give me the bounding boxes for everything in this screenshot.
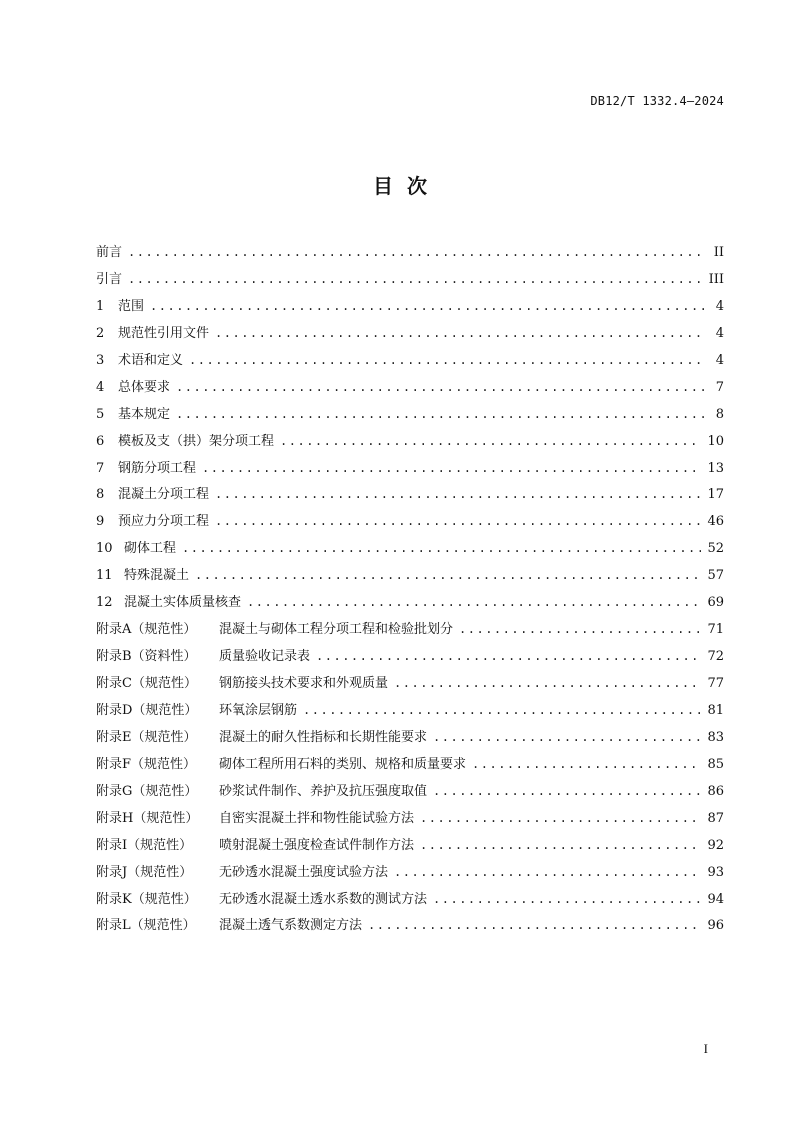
dot-leader [433,784,701,798]
toc-page-number: 77 [707,676,724,691]
dot-leader [433,730,701,744]
dot-leader [420,811,701,825]
dot-leader [150,299,706,313]
toc-entry[interactable] [96,807,724,834]
dot-leader [189,353,706,367]
page-title: 目 次 [373,174,427,198]
toc-appendix-id: 附录E（规范性） [96,729,197,745]
toc-appendix-id: 附录I（规范性） [96,837,193,853]
dot-leader [215,514,701,528]
dot-leader [176,380,706,394]
dot-leader [394,865,701,879]
toc-entry-title: 术语和定义 [118,352,184,368]
toc-entry-label [96,672,388,691]
toc-page-number: 52 [707,541,724,557]
toc-entry[interactable] [96,349,724,376]
toc-entry[interactable] [96,914,724,941]
toc-entry-label [96,780,427,799]
toc-section-number: 5 [96,406,105,422]
toc-entry-label [96,699,297,718]
toc-entry-title: 基本规定 [118,406,171,422]
toc-entry-title: 混凝土分项工程 [118,487,210,503]
toc-page-number: 4 [715,325,724,341]
toc-page-number: 10 [707,433,724,449]
toc-page-number: 86 [707,783,724,799]
toc-entry-title: 钢筋接头技术要求和外观质量 [219,676,389,691]
toc-entry[interactable] [96,726,724,753]
toc-entry[interactable] [96,295,724,322]
toc-appendix-id: 附录G（规范性） [96,783,198,799]
toc-appendix-id: 附录L（规范性） [96,918,196,934]
toc-entry-label [96,268,122,287]
toc-page-number: III [708,271,724,287]
toc-appendix-id: 附录A（规范性） [96,622,197,638]
toc-entry[interactable] [96,861,724,888]
document-code: DB12/T 1332.4—2024 [590,94,724,108]
toc-entry-title: 砌体工程 [124,541,177,557]
toc-entry-label [96,241,122,260]
toc-entry[interactable] [96,510,724,537]
toc-entry-label [96,914,362,933]
toc-entry-title: 预应力分项工程 [118,514,210,530]
dot-leader [247,595,701,609]
toc-entry[interactable] [96,322,724,349]
dot-leader [215,326,706,340]
dot-leader [195,568,701,582]
toc-section-number: 7 [96,460,105,476]
dot-leader [182,541,701,555]
toc-page-number: 8 [715,406,724,422]
toc-section-number: 2 [96,325,105,341]
toc-page-number: 92 [707,837,724,853]
dot-leader [128,272,703,286]
toc-page-number: 81 [707,702,724,718]
toc-entry[interactable] [96,591,724,618]
table-of-contents [96,241,724,941]
toc-entry-title: 前言 [96,245,123,260]
toc-entry-title: 总体要求 [118,379,171,395]
dot-leader [303,703,701,717]
dot-leader [215,487,701,501]
toc-entry-title: 喷射混凝土强度检查试件制作方法 [219,837,415,853]
dot-leader [472,757,701,771]
toc-entry[interactable] [96,672,724,699]
toc-page-number: 83 [707,729,724,745]
toc-page-number: 87 [707,810,724,826]
toc-section-number: 6 [96,433,105,449]
toc-entry-label [96,510,209,529]
toc-page-number: 72 [707,649,724,665]
toc-entry[interactable] [96,618,724,645]
toc-page-number: 85 [707,756,724,772]
toc-entry-title: 引言 [96,271,123,287]
toc-section-number: 10 [96,541,113,557]
dot-leader [433,892,701,906]
toc-entry-label [96,349,183,368]
toc-appendix-id: 附录C（规范性） [96,676,197,691]
toc-entry[interactable] [96,268,724,295]
toc-entry-label [96,618,453,637]
toc-entry-label [96,861,388,880]
toc-page-number: 93 [707,864,724,880]
toc-entry[interactable] [96,376,724,403]
dot-leader [176,407,706,421]
toc-entry-title: 范围 [118,298,145,314]
toc-entry-title: 质量验收记录表 [219,649,311,665]
toc-entry-title: 自密实混凝土拌和物性能试验方法 [219,810,415,826]
toc-entry[interactable] [96,403,724,430]
toc-page-number: 4 [715,352,724,368]
toc-entry-title: 无砂透水混凝土透水系数的测试方法 [219,891,428,907]
toc-entry[interactable] [96,888,724,915]
toc-section-number: 1 [96,298,105,314]
toc-entry-title: 砌体工程所用石料的类别、规格和质量要求 [219,756,467,772]
toc-entry-label [96,591,241,610]
toc-entry-label [96,457,196,476]
dot-leader [128,245,706,259]
toc-appendix-id: 附录J（规范性） [96,864,193,880]
toc-entry-label [96,753,466,772]
dot-leader [368,918,701,932]
toc-entry-title: 特殊混凝土 [124,568,190,584]
toc-entry-label [96,834,414,853]
toc-appendix-id: 附录F（规范性） [96,756,197,772]
toc-entry-label [96,483,209,502]
toc-page-number: 96 [707,918,724,934]
dot-leader [394,676,701,690]
toc-entry-title: 混凝土透气系数测定方法 [219,918,363,934]
toc-entry-label [96,403,170,422]
dot-leader [202,461,701,475]
toc-page-number: 69 [707,595,724,611]
toc-entry[interactable] [96,699,724,726]
toc-entry[interactable] [96,241,724,268]
dot-leader [316,649,701,663]
toc-appendix-id: 附录D（规范性） [96,702,198,718]
dot-leader [420,838,701,852]
toc-entry-title: 砂浆试件制作、养护及抗压强度取值 [219,783,428,799]
toc-appendix-id: 附录B（资料性） [96,649,197,665]
toc-entry[interactable] [96,753,724,780]
toc-entry-title: 环氧涂层钢筋 [219,702,298,718]
toc-appendix-id: 附录K（规范性） [96,891,197,907]
toc-entry-label [96,726,427,745]
toc-entry-label [96,807,414,826]
toc-entry[interactable] [96,483,724,510]
dot-leader [459,622,701,636]
toc-page-number: 7 [715,379,724,395]
toc-page-number: 46 [707,514,724,530]
toc-entry-title: 模板及支（拱）架分项工程 [118,433,275,449]
toc-page-number: 4 [715,298,724,314]
toc-page-number: 94 [707,891,724,907]
toc-entry-label [96,295,144,314]
toc-entry-label [96,376,170,395]
toc-entry-label [96,430,274,449]
dot-leader [280,434,701,448]
toc-entry-title: 混凝土与砌体工程分项工程和检验批划分 [219,622,454,638]
toc-entry[interactable] [96,430,724,457]
toc-entry-label [96,322,209,341]
toc-section-number: 8 [96,487,105,503]
toc-entry[interactable] [96,645,724,672]
toc-entry[interactable] [96,457,724,484]
toc-entry-label [96,645,310,664]
toc-appendix-id: 附录H（规范性） [96,810,199,826]
toc-entry[interactable] [96,780,724,807]
toc-entry-title: 无砂透水混凝土强度试验方法 [219,864,389,880]
toc-page-number: 71 [707,622,724,638]
toc-section-number: 3 [96,352,105,368]
toc-entry-title: 规范性引用文件 [118,325,210,341]
toc-entry-title: 混凝土的耐久性指标和长期性能要求 [219,729,428,745]
toc-page-number: 57 [707,568,724,584]
toc-section-number: 4 [96,379,105,395]
toc-page-number: 17 [707,487,724,503]
toc-entry[interactable] [96,834,724,861]
toc-entry[interactable] [96,564,724,591]
toc-entry-title: 混凝土实体质量核查 [124,595,242,611]
toc-entry-label [96,888,427,907]
toc-section-number: 12 [96,595,113,611]
page-number: I [703,1041,708,1056]
toc-entry[interactable] [96,537,724,564]
toc-entry-title: 钢筋分项工程 [118,460,197,476]
toc-page-number: 13 [707,460,724,476]
toc-section-number: 9 [96,514,105,530]
toc-page-number: II [713,245,724,260]
toc-section-number: 11 [96,568,113,584]
toc-entry-label [96,537,176,556]
toc-entry-label [96,564,189,583]
